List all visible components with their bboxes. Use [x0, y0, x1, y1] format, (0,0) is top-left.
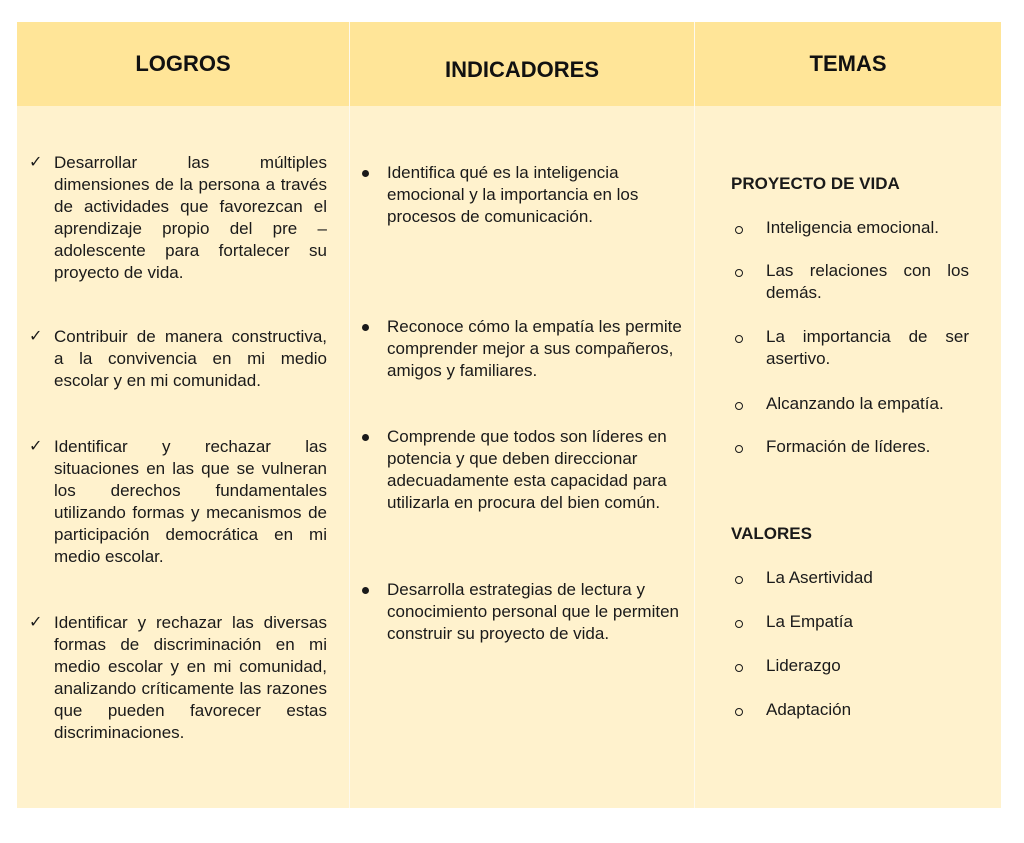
circle-bullet-icon: [735, 226, 743, 234]
circle-bullet-icon: [735, 708, 743, 716]
header-temas-label: TEMAS: [809, 51, 887, 76]
indicador-text: Comprende que todos son líderes en potencia y que deben direccionar adecuadamente esta capacidad para utilizarla en procura del bien común.: [387, 427, 667, 512]
header-logros: [17, 22, 349, 106]
logro-text: Identificar y rechazar las situaciones en las que se vulneran los derechos fundamentales utilizando formas y mecanismos de participación democrática en mi medio escolar.: [54, 437, 327, 566]
tema-item: [735, 436, 969, 458]
indicador-item: [362, 579, 682, 645]
tema-text: La importancia de ser asertivo.: [766, 327, 969, 368]
tema-text: Alcanzando la empatía.: [766, 394, 944, 413]
tema-item: [735, 260, 969, 304]
valor-text: La Empatía: [766, 612, 853, 631]
tema-item: [735, 326, 969, 370]
checkmark-icon: ✓: [29, 328, 43, 345]
bullet-icon: [362, 434, 369, 441]
circle-bullet-icon: [735, 269, 743, 277]
indicador-item: [362, 316, 682, 382]
indicador-item: [362, 426, 682, 514]
checkmark-icon: ✓: [29, 154, 43, 171]
section-title-valores: VALORES: [731, 524, 812, 543]
checkmark-icon: ✓: [29, 614, 43, 631]
circle-bullet-icon: [735, 576, 743, 584]
header-indicadores: [350, 22, 694, 106]
valor-text: Adaptación: [766, 700, 852, 719]
valor-item: [735, 567, 969, 589]
header-indicadores-label: INDICADORES: [444, 57, 599, 82]
indicadores-column: [17, 106, 1001, 808]
bullet-icon: [362, 587, 369, 594]
bullet-icon: [362, 170, 369, 177]
content-table: [17, 22, 1001, 808]
header-temas: [695, 22, 1001, 106]
indicador-item: [362, 162, 682, 228]
logro-text: Desarrollar las múltiples dimensiones de la persona a través de actividades que favorezcan el aprendizaje propio del pre – adolescente para fortalecer su proyecto de vida.: [54, 153, 327, 282]
header-logros-label: LOGROS: [135, 51, 231, 76]
indicador-text: Identifica qué es la inteligencia emocional y la importancia en los procesos de comunicación.: [387, 163, 639, 226]
valor-item: [735, 655, 969, 677]
circle-bullet-icon: [735, 664, 743, 672]
tema-text: Formación de líderes.: [766, 437, 931, 456]
checkmark-icon: ✓: [29, 438, 43, 455]
section-title-proyecto: PROYECTO DE VIDA: [731, 174, 900, 193]
circle-bullet-icon: [735, 402, 743, 410]
circle-bullet-icon: [735, 445, 743, 453]
valor-text: La Asertividad: [766, 568, 873, 587]
logro-text: Identificar y rechazar las diversas formas de discriminación en mi medio escolar y en mi comunidad, analizando críticamente las razones que pueden favorecer estas discriminaciones.: [54, 613, 327, 742]
indicador-text: Reconoce cómo la empatía les permite comprender mejor a sus compañeros, amigos y familiares.: [387, 317, 682, 380]
circle-bullet-icon: [735, 620, 743, 628]
circle-bullet-icon: [735, 335, 743, 343]
valor-item: [735, 699, 969, 721]
valor-text: Liderazgo: [766, 656, 841, 675]
tema-text: Las relaciones con los demás.: [766, 261, 969, 302]
tema-text: Inteligencia emocional.: [766, 218, 939, 237]
logro-text: Contribuir de manera constructiva, a la convivencia en mi medio escolar y en mi comunidad.: [54, 327, 327, 390]
indicador-text: Desarrolla estrategias de lectura y conocimiento personal que le permiten construir su proyecto de vida.: [387, 580, 680, 643]
tema-item: [735, 217, 969, 239]
valor-item: [735, 611, 969, 633]
tema-item: [735, 393, 969, 415]
bullet-icon: [362, 324, 369, 331]
